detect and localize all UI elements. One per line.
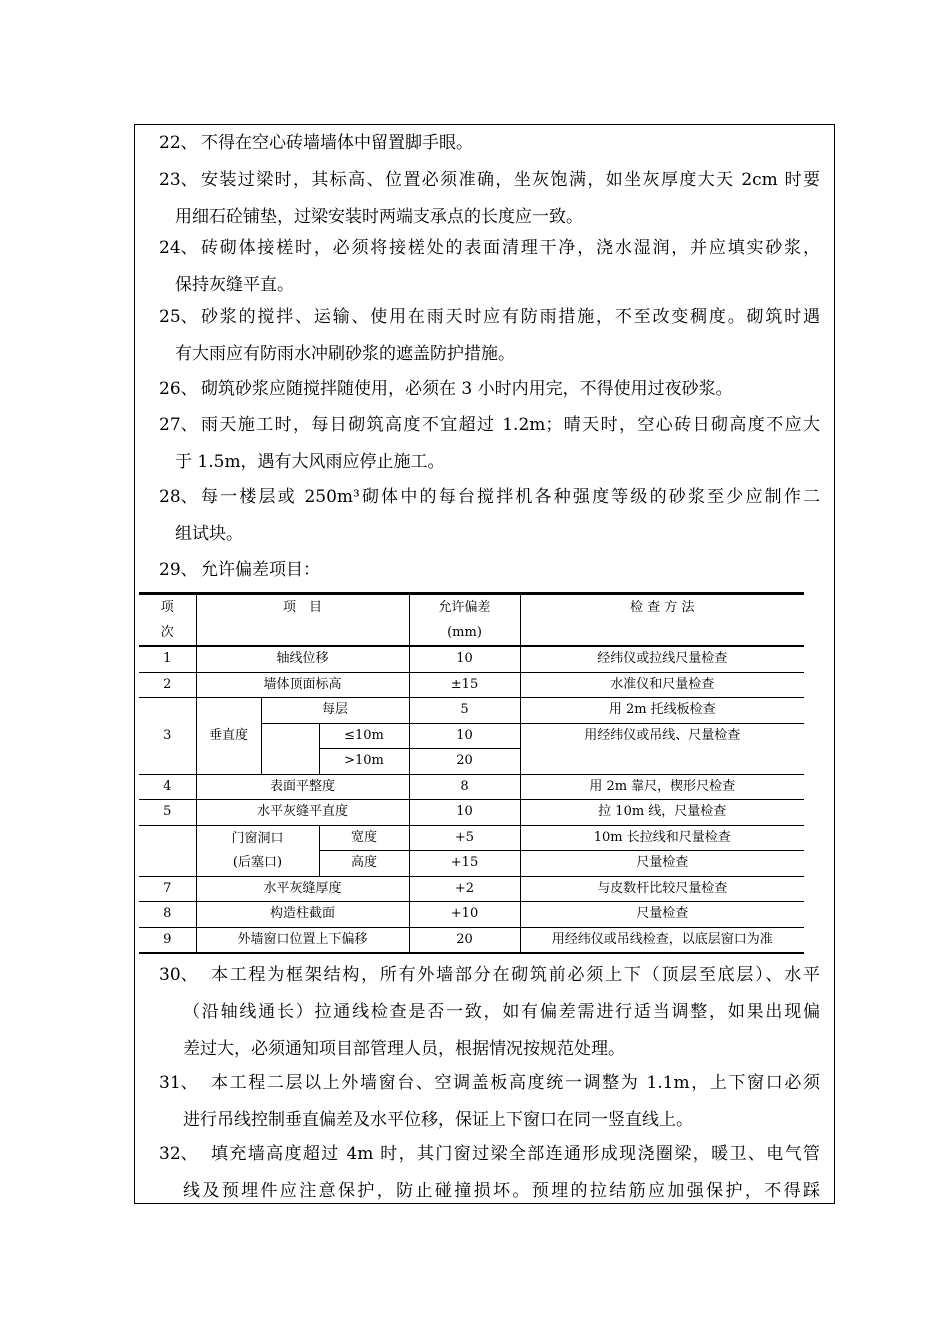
item-22 bbox=[159, 125, 820, 162]
item-25 bbox=[159, 299, 820, 373]
item-number: 28、 bbox=[159, 487, 198, 507]
table-header-row bbox=[139, 594, 804, 647]
tolerance-table bbox=[139, 592, 804, 954]
item-text: 组试块。 bbox=[175, 524, 243, 544]
item-text: 安装过梁时，其标高、位置必须准确，坐灰饱满，如坐灰厚度大天 2cm 时要 bbox=[201, 170, 820, 190]
header-method: 检 查 方 法 bbox=[520, 594, 804, 647]
item-text: 进行吊线控制垂直偏差及水平位移，保证上下窗口在同一竖直线上。 bbox=[183, 1110, 693, 1130]
item-number: 30、 bbox=[159, 965, 198, 985]
item-24 bbox=[159, 230, 820, 304]
item-number: 25、 bbox=[159, 307, 198, 327]
cell-method: 经纬仪或拉线尺量检查 bbox=[520, 646, 804, 672]
cell-group: 垂直度 bbox=[196, 698, 261, 775]
header-item: 项 目 bbox=[196, 594, 409, 647]
cell-method: 与皮数杆比较尺量检查 bbox=[520, 876, 804, 902]
item-number: 22、 bbox=[159, 133, 198, 153]
table-row bbox=[139, 774, 804, 800]
cell-tolerance: 20 bbox=[409, 927, 520, 953]
cell-no bbox=[139, 825, 196, 876]
cell-method: 拉 10m 线，尺量检查 bbox=[520, 800, 804, 826]
cell-method: 尺量检查 bbox=[520, 851, 804, 877]
table-row bbox=[139, 825, 804, 851]
item-text: 本工程为框架结构，所有外墙部分在砌筑前必须上下（顶层至底层）、水平 bbox=[211, 965, 820, 985]
cell-tolerance: ±15 bbox=[409, 672, 520, 698]
cell-no: 8 bbox=[139, 902, 196, 928]
cell-item: 水平灰缝厚度 bbox=[196, 876, 409, 902]
table-row bbox=[139, 902, 804, 928]
cell-no: 9 bbox=[139, 927, 196, 953]
table-row bbox=[139, 698, 804, 724]
cell-tolerance: 5 bbox=[409, 698, 520, 724]
cell-subitem: ≤10m bbox=[319, 723, 409, 749]
item-number: 31、 bbox=[159, 1073, 198, 1093]
cell-tolerance: +15 bbox=[409, 851, 520, 877]
item-text: 砖砌体接槎时，必须将接槎处的表面清理干净，浇水湿润，并应填实砂浆， bbox=[201, 238, 820, 258]
item-number: 32、 bbox=[159, 1144, 198, 1164]
cell-subitem: 宽度 bbox=[319, 825, 409, 851]
item-text: 用细石砼铺垫，过梁安装时两端支承点的长度应一致。 bbox=[175, 207, 583, 227]
cell-item: 构造柱截面 bbox=[196, 902, 409, 928]
cell-method: 用 2m 靠尺，楔形尺检查 bbox=[520, 774, 804, 800]
cell-item: 水平灰缝平直度 bbox=[196, 800, 409, 826]
cell-item: 墙体顶面标高 bbox=[196, 672, 409, 698]
cell-no: 5 bbox=[139, 800, 196, 826]
item-number: 24、 bbox=[159, 238, 198, 258]
item-text: 差过大，必须通知项目部管理人员，根据情况按规范处理。 bbox=[183, 1039, 625, 1059]
item-text: 保持灰缝平直。 bbox=[175, 275, 294, 295]
cell-tolerance: 8 bbox=[409, 774, 520, 800]
cell-item: 外墙窗口位置上下偏移 bbox=[196, 927, 409, 953]
item-text: 填充墙高度超过 4m 时，其门窗过梁全部连通形成现浇圈梁，暖卫、电气管 bbox=[211, 1144, 820, 1164]
table-row bbox=[139, 646, 804, 672]
cell-method: 用经纬仪或吊线检查，以底层窗口为准 bbox=[520, 927, 804, 953]
item-text: 雨天施工时，每日砌筑高度不宜超过 1.2m；晴天时，空心砖日砌高度不应大 bbox=[201, 415, 820, 435]
item-text: 允许偏差项目： bbox=[201, 560, 320, 580]
item-text: 砌筑砂浆应随搅拌随使用，必须在 3 小时内用完，不得使用过夜砂浆。 bbox=[201, 379, 733, 399]
cell-no: 7 bbox=[139, 876, 196, 902]
item-number: 23、 bbox=[159, 170, 198, 190]
cell-tolerance: +5 bbox=[409, 825, 520, 851]
cell-method: 10m 长拉线和尺量检查 bbox=[520, 825, 804, 851]
cell-tolerance: +10 bbox=[409, 902, 520, 928]
header-no: 项 次 bbox=[139, 594, 196, 647]
table-row bbox=[139, 927, 804, 953]
cell-item: 轴线位移 bbox=[196, 646, 409, 672]
cell-method: 水准仪和尺量检查 bbox=[520, 672, 804, 698]
item-30 bbox=[159, 957, 820, 1068]
cell-no: 4 bbox=[139, 774, 196, 800]
item-text: 有大雨应有防雨水冲刷砂浆的遮盖防护措施。 bbox=[175, 344, 515, 364]
table-row bbox=[139, 672, 804, 698]
cell-tolerance: 10 bbox=[409, 646, 520, 672]
cell-tolerance: 10 bbox=[409, 723, 520, 749]
cell-method: 用经纬仪或吊线、尺量检查 bbox=[520, 723, 804, 774]
table-row bbox=[139, 876, 804, 902]
item-text: （沿轴线通长）拉通线检查是否一致，如有偏差需进行适当调整，如果出现偏 bbox=[183, 1002, 820, 1022]
header-tolerance: 允许偏差 (mm) bbox=[409, 594, 520, 647]
item-text: 于 1.5m，遇有大风雨应停止施工。 bbox=[175, 452, 445, 472]
item-31 bbox=[159, 1065, 820, 1139]
cell-item: 表面平整度 bbox=[196, 774, 409, 800]
cell-tolerance: 10 bbox=[409, 800, 520, 826]
cell-no: 1 bbox=[139, 646, 196, 672]
item-text: 本工程二层以上外墙窗台、空调盖板高度统一调整为 1.1m，上下窗口必须 bbox=[211, 1073, 820, 1093]
item-26 bbox=[159, 371, 820, 408]
cell-blank bbox=[261, 723, 319, 774]
cell-method: 尺量检查 bbox=[520, 902, 804, 928]
cell-no: 2 bbox=[139, 672, 196, 698]
item-23 bbox=[159, 162, 820, 236]
document-frame bbox=[134, 124, 835, 1204]
item-number: 26、 bbox=[159, 379, 198, 399]
item-text: 不得在空心砖墙墙体中留置脚手眼。 bbox=[201, 133, 473, 153]
cell-subitem: 每层 bbox=[261, 698, 409, 724]
item-27 bbox=[159, 407, 820, 481]
cell-method: 用 2m 托线板检查 bbox=[520, 698, 804, 724]
item-number: 29、 bbox=[159, 560, 198, 580]
table-row bbox=[139, 800, 804, 826]
cell-no: 3 bbox=[139, 698, 196, 775]
cell-subitem: 高度 bbox=[319, 851, 409, 877]
item-text: 每一楼层或 250m³砌体中的每台搅拌机各种强度等级的砂浆至少应制作二 bbox=[201, 487, 820, 507]
item-28 bbox=[159, 479, 820, 553]
cell-group: 门窗洞口 (后塞口) bbox=[196, 825, 319, 876]
item-text: 砂浆的搅拌、运输、使用在雨天时应有防雨措施，不至改变稠度。砌筑时遇 bbox=[201, 307, 820, 327]
cell-tolerance: 20 bbox=[409, 749, 520, 775]
cell-subitem: >10m bbox=[319, 749, 409, 775]
cell-tolerance: +2 bbox=[409, 876, 520, 902]
item-32 bbox=[159, 1136, 820, 1204]
item-text: 线及预埋件应注意保护，防止碰撞损坏。预埋的拉结筋应加强保护，不得踩 bbox=[183, 1181, 820, 1201]
item-number: 27、 bbox=[159, 415, 198, 435]
item-29 bbox=[159, 552, 820, 589]
